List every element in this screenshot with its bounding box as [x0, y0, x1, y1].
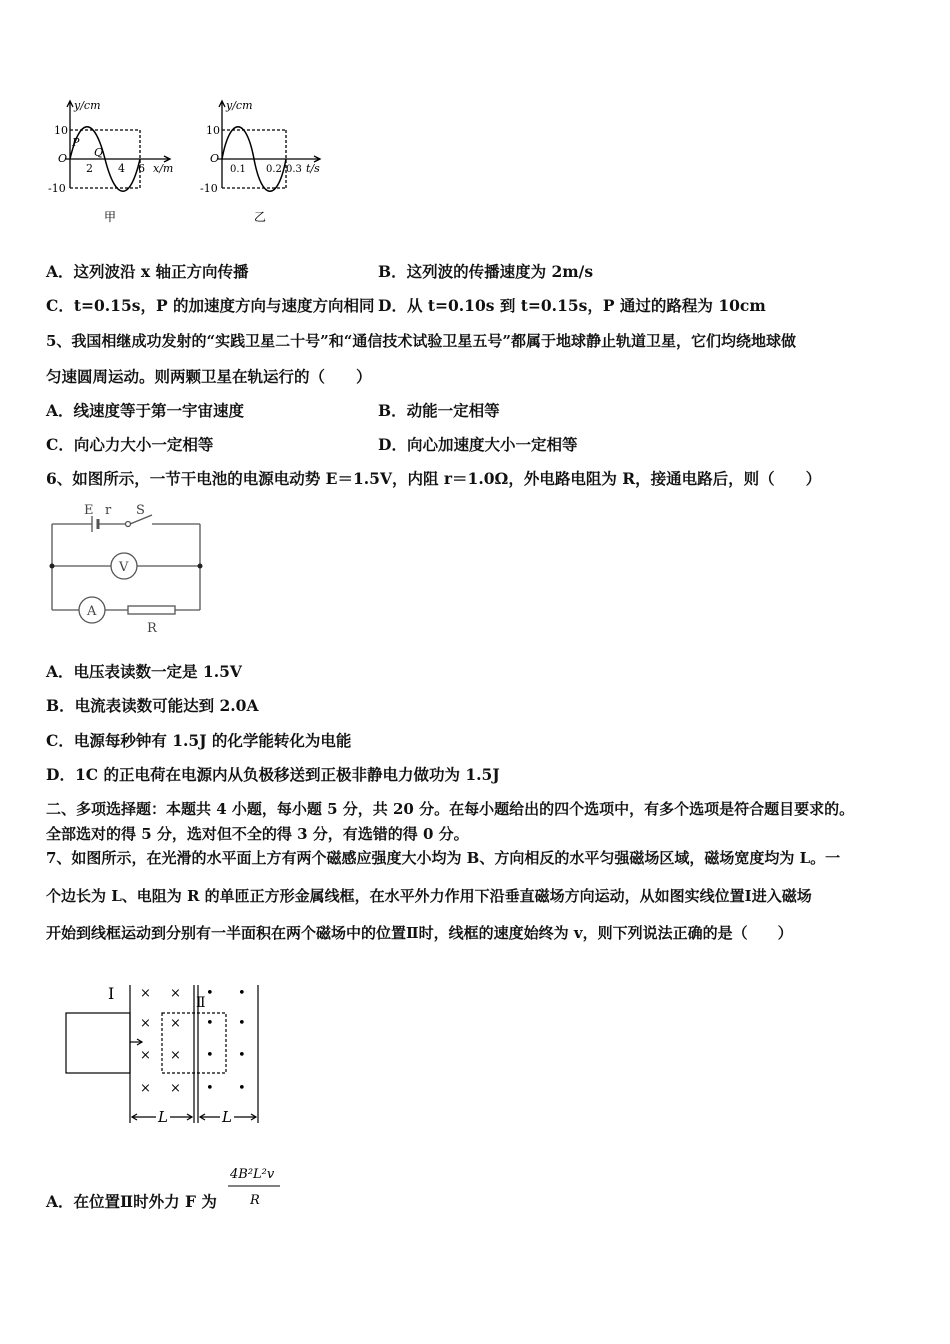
label-s: S — [136, 503, 145, 518]
cross-mark: × — [140, 1016, 151, 1031]
q5-stem-line2: 匀速圆周运动。则两颗卫星在轨运行的（ ） — [46, 367, 372, 386]
t-tick-0.3: 0.3 — [286, 164, 302, 175]
cross-mark: × — [170, 1016, 181, 1031]
label-v: V — [119, 560, 129, 575]
width-label-right: L — [222, 1108, 232, 1126]
q7-stem-line2: 个边长为 L、电阻为 R 的单匝正方形金属线框，在水平外力作用下沿垂直磁场方向运动，从如图实线位置Ⅰ进入磁场 — [46, 887, 812, 905]
cross-mark: × — [170, 1081, 181, 1096]
q7-stem-line1: 7、如图所示，在光滑的水平面上方有两个磁感应强度大小均为 B、方向相反的水平匀强磁场区域，磁场宽度均为 L。一 — [46, 849, 841, 867]
dot-mark: • — [238, 1048, 246, 1063]
dot-mark: • — [238, 986, 246, 1001]
t-axis-label: t/s — [306, 162, 320, 175]
dot-mark: • — [206, 986, 214, 1001]
fraction-denominator: R — [250, 1193, 260, 1208]
q5-option-c[interactable]: C．向心力大小一定相等 — [46, 435, 214, 454]
width-label-left: L — [158, 1108, 168, 1126]
x-tick-6: 6 — [138, 162, 145, 175]
section2-heading-line2: 全部选对的得 5 分，选对但不全的得 3 分，有选错的得 0 分。 — [46, 825, 469, 843]
q4-option-d[interactable]: D．从 t=0.10s 到 t=0.15s，P 通过的路程为 10cm — [378, 296, 766, 315]
section2-heading-line1: 二、多项选择题：本题共 4 小题，每小题 5 分，共 20 分。在每小题给出的四个选项中，有多个选项是符合题目要求的。 — [46, 800, 855, 818]
circuit-diagram — [40, 498, 220, 640]
origin-label: O — [58, 152, 68, 165]
label-e: E — [84, 503, 94, 518]
dot-mark: • — [238, 1016, 246, 1031]
dot-mark: • — [206, 1081, 214, 1096]
cross-mark: × — [140, 1081, 151, 1096]
y-tick-10: 10 — [206, 124, 220, 137]
dot-mark: • — [238, 1081, 246, 1096]
graph-caption: 乙 — [254, 210, 267, 224]
fraction-numerator: 4B²L²v — [230, 1167, 275, 1182]
x-tick-2: 2 — [86, 162, 93, 175]
q6-option-a[interactable]: A．电压表读数一定是 1.5V — [46, 662, 242, 681]
x-axis-label: x/m — [153, 162, 174, 175]
wave-graph-jia — [48, 96, 178, 231]
point-q-label: Q — [94, 146, 104, 159]
t-tick-0.2: 0.2 — [266, 164, 282, 175]
t-tick-0.1: 0.1 — [230, 164, 246, 175]
q6-stem: 6、如图所示，一节干电池的电源电动势 E＝1.5V，内阻 r＝1.0Ω，外电路电阻为 R，接通电路后，则（ ） — [46, 469, 822, 488]
q7-option-a-fraction — [226, 1162, 286, 1212]
q4-option-a[interactable]: A．这列波沿 x 轴正方向传播 — [46, 262, 249, 281]
graph-caption: 甲 — [104, 210, 117, 224]
vibration-graph-yi — [200, 96, 335, 231]
dot-mark: • — [206, 1016, 214, 1031]
q4-option-b[interactable]: B．这列波的传播速度为 2m/s — [378, 262, 594, 281]
y-axis-label: y/cm — [226, 99, 253, 112]
q7-stem-line3: 开始到线框运动到分别有一半面积在两个磁场中的位置Ⅱ时，线框的速度始终为 v，则下列说法正确的是（ ） — [46, 924, 793, 942]
y-tick-neg10: -10 — [200, 182, 218, 195]
position-2-label: Ⅱ — [196, 995, 206, 1011]
q7-option-a-text[interactable]: A．在位置Ⅱ时外力 F 为 — [46, 1192, 217, 1211]
y-axis-label: y/cm — [74, 99, 101, 112]
q5-option-d[interactable]: D．向心加速度大小一定相等 — [378, 435, 578, 454]
cross-mark: × — [170, 986, 181, 1001]
dot-mark: • — [206, 1048, 214, 1063]
label-r: r — [105, 503, 112, 518]
q6-option-b[interactable]: B．电流表读数可能达到 2.0A — [46, 696, 259, 715]
y-tick-neg10: -10 — [48, 182, 66, 195]
origin-label: O — [210, 152, 220, 165]
cross-mark: × — [140, 1048, 151, 1063]
q5-stem-line1: 5、我国相继成功发射的“实践卫星二十号”和“通信技术试验卫星五号”都属于地球静止轨道卫星，它们均绕地球做 — [46, 332, 796, 350]
q4-option-c[interactable]: C．t=0.15s，P 的加速度方向与速度方向相同 — [46, 296, 375, 315]
label-a: A — [87, 604, 97, 619]
magnetic-field-figure — [60, 975, 275, 1135]
position-1-label: Ⅰ — [108, 984, 115, 1003]
cross-mark: × — [170, 1048, 181, 1063]
q6-option-c[interactable]: C．电源每秒钟有 1.5J 的化学能转化为电能 — [46, 731, 352, 750]
y-tick-10: 10 — [54, 124, 68, 137]
q5-option-a[interactable]: A．线速度等于第一宇宙速度 — [46, 401, 245, 420]
cross-mark: × — [140, 986, 151, 1001]
q5-option-b[interactable]: B．动能一定相等 — [378, 401, 500, 420]
x-tick-4: 4 — [118, 162, 125, 175]
point-p-label: P — [72, 136, 80, 149]
q6-option-d[interactable]: D．1C 的正电荷在电源内从负极移送到正极非静电力做功为 1.5J — [46, 765, 500, 784]
label-resistor: R — [147, 621, 157, 636]
